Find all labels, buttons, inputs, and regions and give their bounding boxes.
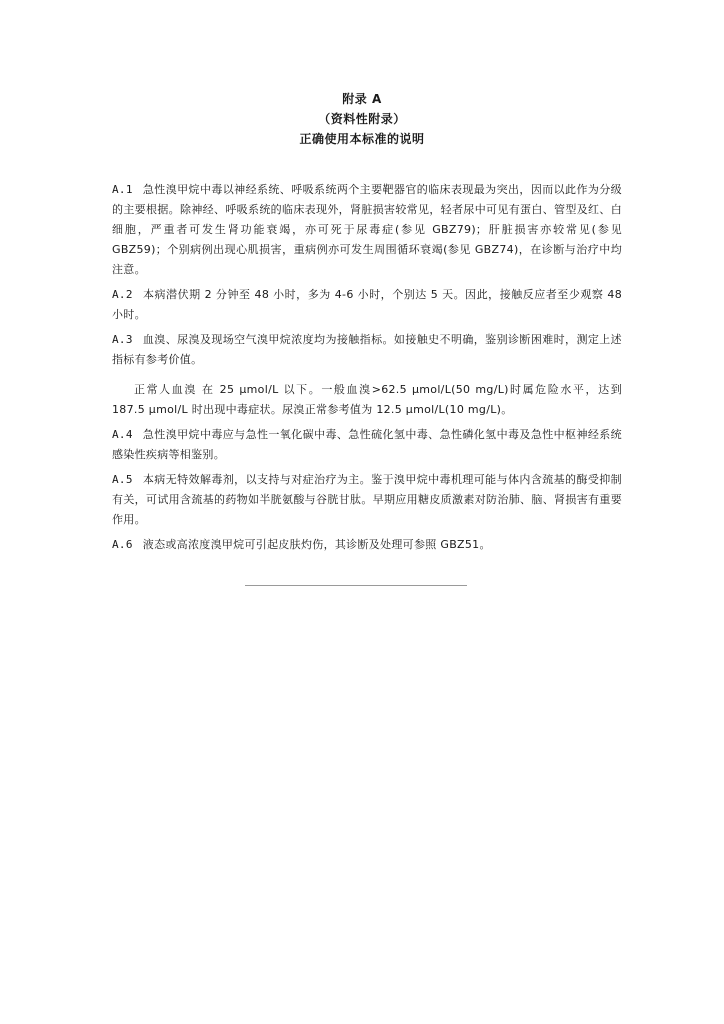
section-number: A.4 [112,428,133,441]
appendix-title: 附录 A [342,92,382,106]
paragraph-a3 [112,330,622,370]
section-number: A.2 [112,288,133,301]
paragraph-text: 本病无特效解毒剂，以支持与对症治疗为主。鉴于溴甲烷中毒机理可能与体内含巯基的酶受抑制有关，可试用含巯基的药物如半胱氨酸与谷胱甘肽。早期应用糖皮质激素对防治肺、脑、肾损害有重要作用。 [112,473,622,526]
paragraph-a1 [112,180,622,280]
paragraph-a6 [112,535,622,555]
section-number: A.6 [112,538,133,551]
appendix-header [0,89,724,149]
appendix-type: （资料性附录） [318,112,406,126]
appendix-body [112,180,622,560]
section-number: A.1 [112,183,133,196]
paragraph-text: 正常人血溴 在 25 μmol/L 以下。一般血溴>62.5 μmol/L(50 mg/L)时属危险水平，达到 187.5 μmol/L 时出现中毒症状。尿溴正常参考值为 12.5 μmol/L(10 mg/L)。 [112,383,622,416]
section-number: A.5 [112,473,133,486]
paragraph-a5 [112,470,622,530]
paragraph-text: 血溴、尿溴及现场空气溴甲烷浓度均为接触指标。如接触史不明确，鉴别诊断困难时，测定上述指标有参考价值。 [112,333,622,366]
paragraph-a2 [112,285,622,325]
paragraph-text: 急性溴甲烷中毒以神经系统、呼吸系统两个主要靶器官的临床表现最为突出，因而以此作为分级的主要根据。除神经、呼吸系统的临床表现外，肾脏损害较常见，轻者尿中可见有蛋白、管型及红、白细胞，严重者可发生肾功能衰竭，亦可死于尿毒症(参见 GBZ79)；肝脏损害亦较常见(参见 GBZ59)；个别病例出现心肌损害，重病例亦可发生周围循环衰竭(参见 GBZ74)，在诊断与治疗中均注意。 [112,183,622,276]
appendix-subtitle: 正确使用本标准的说明 [299,132,425,146]
end-divider [245,585,467,586]
paragraph-text: 本病潜伏期 2 分钟至 48 小时，多为 4-6 小时，个别达 5 天。因此，接触反应者至少观察 48 小时。 [112,288,622,321]
paragraph-text: 液态或高浓度溴甲烷可引起皮肤灼伤，其诊断及处理可参照 GBZ51。 [142,538,491,551]
paragraph-a4 [112,425,622,465]
paragraph-text: 急性溴甲烷中毒应与急性一氧化碳中毒、急性硫化氢中毒、急性磷化氢中毒及急性中枢神经系统感染性疾病等相鉴别。 [112,428,622,461]
section-number: A.3 [112,333,133,346]
paragraph-a3-continued [112,380,622,420]
